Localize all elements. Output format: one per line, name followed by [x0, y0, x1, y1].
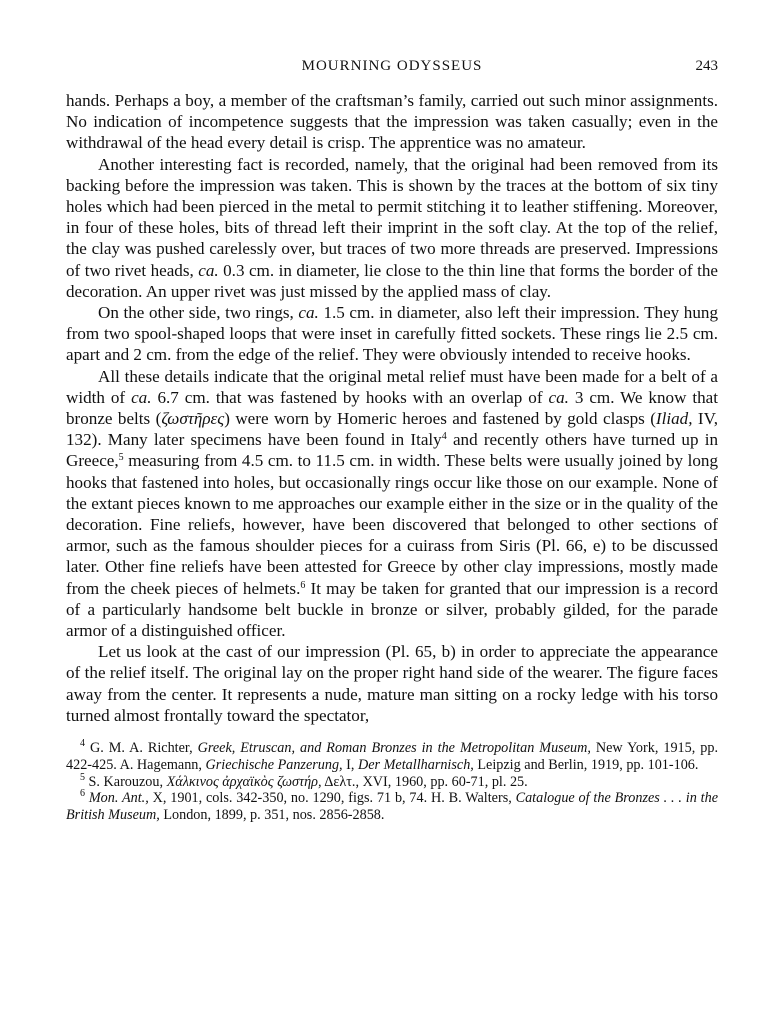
- italic-run: ca.: [548, 387, 569, 407]
- paragraph-5: [66, 641, 718, 726]
- text-run: New York, 1915, pp. 422-425. A. Hagemann,: [66, 740, 719, 773]
- italic-run: Greek, Etruscan, and Roman Bronzes in the Metropolitan Museum,: [197, 740, 591, 757]
- book-page: [66, 58, 718, 824]
- footnote-ref: 5: [118, 452, 124, 464]
- footnote-ref: 4: [80, 738, 85, 750]
- text-run: ) were worn by Homeric heroes and fastened by gold clasps (: [224, 409, 656, 429]
- paragraph-3: [66, 302, 718, 366]
- text-run: London, 1899, p. 351, nos. 2856-2858.: [159, 807, 385, 824]
- footnotes: [66, 740, 718, 824]
- paragraph-2: [66, 154, 718, 302]
- italic-run: Mon. Ant.,: [88, 790, 149, 807]
- italic-run: ca.: [298, 303, 319, 323]
- footnote-ref: 6: [300, 579, 306, 591]
- text-run: All these details indicate that the original metal relief must have been made for a belt of a width of: [66, 366, 718, 407]
- text-run: It may be taken for granted that our impression is a record of a particularly handsome belt buckle in bronze or silver, probably gilded, for the parade armor of a distinguished officer.: [66, 578, 718, 641]
- italic-run: ca.: [198, 260, 219, 280]
- italic-run: Der Metallharnisch,: [357, 756, 474, 773]
- paragraph-1: [66, 90, 718, 154]
- italic-run: Χάλκινος ἀρχαϊκὸς ζωστήρ,: [166, 773, 322, 790]
- footnote-4: [66, 740, 718, 774]
- text-run: 6.7 cm. that was fastened by hooks with an overlap of: [151, 387, 549, 407]
- text-run: Let us look at the cast of our impression (Pl. 65, b) in order to appreciate the appearance of the relief itself. The original lay on the proper right hand side of the wearer. The figure faces away from the center. It represents a nude, mature man sitting on a rocky ledge with his torso turned almost frontally toward the spectator,: [66, 642, 718, 725]
- text-run: 1.5 cm. in diameter, also left their impression. They hung from two spool-shaped loops that were inset in carefully fitted sockets. These rings lie 2.5 cm. apart and 2 cm. from the edge of the relief. They were obviously intended to receive hooks.: [66, 303, 718, 365]
- text-run: and recently others have turned up in Greece,: [66, 430, 718, 471]
- text-run: 0.3 cm. in diameter, lie close to the thin line that forms the border of the decoration. An upper rivet was just missed by the applied mass of clay.: [66, 260, 718, 301]
- text-run: Δελτ., XVI, 1960, pp. 60-71, pl. 25.: [321, 773, 528, 790]
- footnote-5: [66, 771, 718, 791]
- footnote-ref: 5: [80, 771, 85, 783]
- text-run: On the other side, two rings,: [98, 303, 299, 323]
- italic-run: Griechische Panzerung,: [205, 756, 343, 773]
- text-run: X, 1901, cols. 342-350, no. 1290, figs. 71 b, 74. H. B. Walters,: [148, 790, 516, 807]
- text-run: I,: [342, 756, 358, 773]
- text-run: IV, 132). Many later specimens have been found in Italy: [66, 409, 718, 450]
- text-run: Leipzig and Berlin, 1919, pp. 101-106.: [473, 756, 699, 773]
- italic-run: ζωστῆρες: [161, 409, 225, 429]
- text-run: G. M. A. Richter,: [85, 740, 198, 757]
- body-text: [66, 90, 718, 726]
- italic-run: Iliad,: [655, 409, 693, 429]
- text-run: S. Karouzou,: [85, 773, 167, 790]
- text-run: hands. Perhaps a boy, a member of the craftsman’s family, carried out such minor assignments. No indication of incompetence suggests that the impression was taken casually; even in the withdrawal of the head every detail is crisp. The apprentice was no amateur.: [66, 91, 718, 153]
- italic-run: ca.: [131, 387, 152, 407]
- footnote-6: [66, 790, 718, 824]
- text-run: Another interesting fact is recorded, namely, that the original had been removed from its backing before the impression was taken. This is shown by the traces at the bottom of six tiny holes which had been pierced in the metal to permit stitching it to leather stiffening. Moreover, in four of these holes, bits of thread left their imprint in the soft clay. At the top of the relief, the clay was pushed carelessly over, but traces of two more threads are preserved. Impressions of two rivet heads,: [66, 154, 718, 280]
- text-run: 3 cm. We know that bronze belts (: [66, 387, 718, 429]
- footnote-ref: 4: [441, 431, 447, 443]
- page-number: 243: [695, 58, 718, 74]
- italic-run: Catalogue of the Bronzes . . . in the British Museum,: [66, 790, 718, 824]
- footnote-ref: 6: [80, 788, 85, 800]
- text-run: measuring from 4.5 cm. to 11.5 cm. in width. These belts were usually joined by long hooks that fastened into holes, but occasionally rings occur like those on our example. None of the extant pieces known to me approaches our example either in the size or in the quality of the decoration. Fine reliefs, however, have been discovered that belonged to other sections of armor, such as the famous shoulder pieces for a cuirass from Siris (Pl. 66, e) to be discussed later. Other fine reliefs have been attested for Greece by other clay impressions, mostly made from the cheek pieces of helmets.: [66, 451, 718, 598]
- running-header: [66, 58, 718, 80]
- running-title: MOURNING ODYSSEUS: [301, 58, 483, 74]
- paragraph-4: [66, 366, 718, 642]
